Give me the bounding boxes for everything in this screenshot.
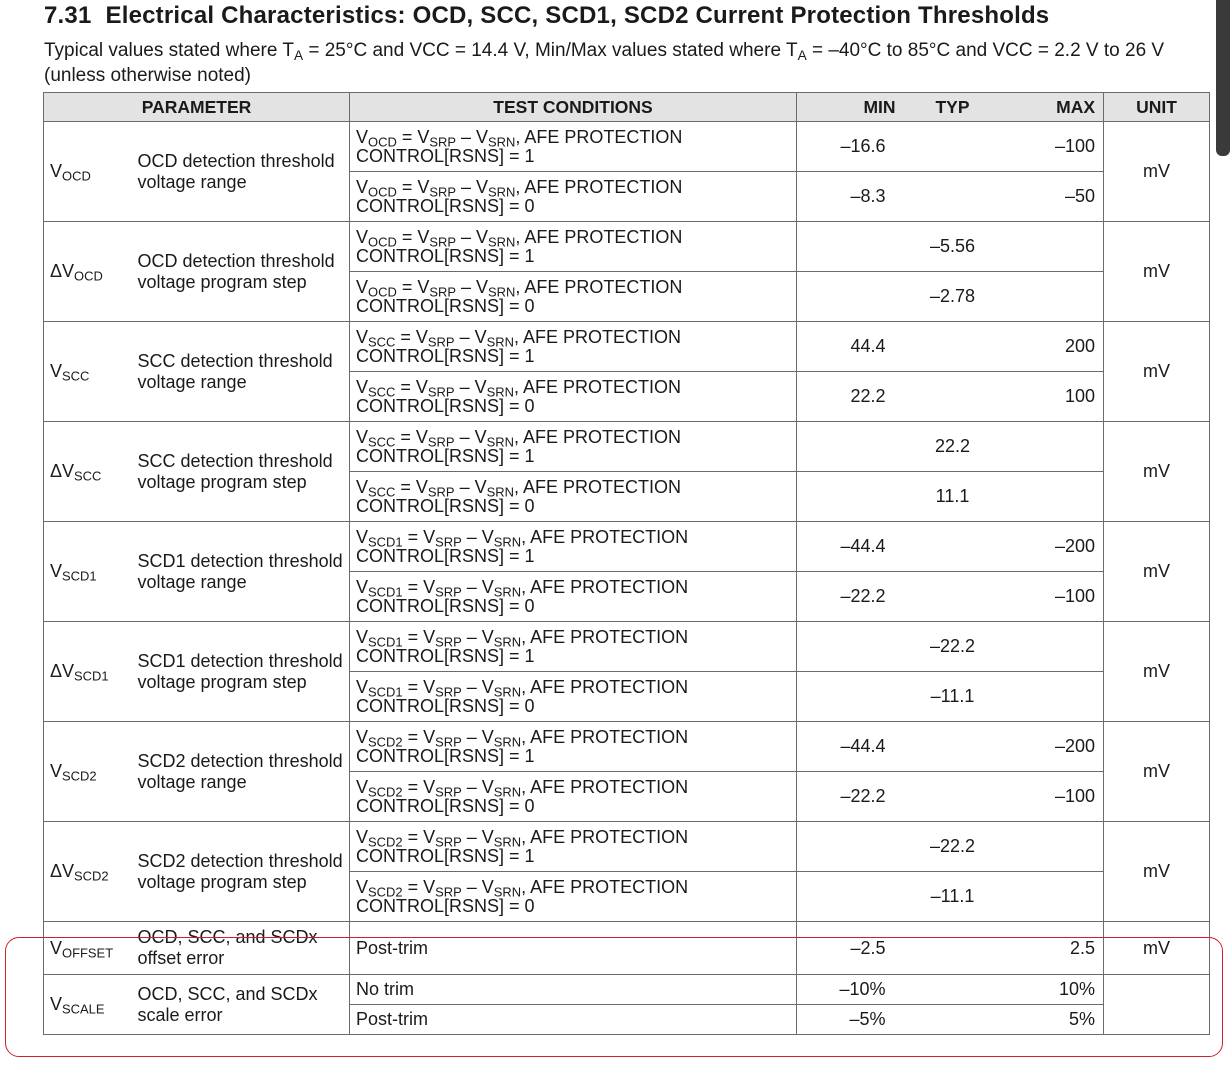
cond-eq: = V <box>396 176 430 197</box>
cond-comma: , <box>513 476 523 497</box>
min-value <box>797 472 906 522</box>
min-value <box>797 272 906 322</box>
max-value <box>1000 422 1104 472</box>
cond-v: V <box>356 426 369 447</box>
cond-srp: SRP <box>427 384 455 400</box>
cond-srp: SRP <box>435 634 462 650</box>
symbol-text: ΔV <box>50 261 75 281</box>
header-test-conditions: TEST CONDITIONS <box>350 93 797 122</box>
param-symbol <box>44 322 138 422</box>
cond-text: AFE PROTECTION CONTROL[RSNS] = 1 <box>356 526 689 566</box>
test-condition <box>350 672 797 722</box>
cond-eq: = V <box>395 476 428 497</box>
cond-srn: SRN <box>486 434 514 450</box>
cond-text: AFE PROTECTION CONTROL[RSNS] = 1 <box>356 426 681 466</box>
min-value: –22.2 <box>797 572 906 622</box>
typ-value <box>906 122 1000 172</box>
test-condition <box>350 322 797 372</box>
table-row <box>44 975 1210 1005</box>
symbol-text: ΔV <box>50 461 75 481</box>
max-value <box>1000 872 1104 922</box>
cond-text: AFE PROTECTION CONTROL[RSNS] = 0 <box>356 376 681 416</box>
cond-eq: = V <box>402 676 436 697</box>
cond-text: AFE PROTECTION CONTROL[RSNS] = 0 <box>356 776 689 816</box>
cond-v-sub: SCD1 <box>368 584 403 600</box>
typ-value <box>906 1005 1000 1035</box>
header-min: MIN <box>797 93 906 122</box>
cond-minus: – V <box>454 376 487 397</box>
table-row <box>44 922 1210 975</box>
test-condition: No trim <box>350 975 797 1005</box>
symbol-sub: SCD1 <box>62 568 97 584</box>
min-value: 22.2 <box>797 372 906 422</box>
cond-text: AFE PROTECTION CONTROL[RSNS] = 1 <box>356 726 689 766</box>
param-name: OCD detection threshold voltage program step <box>138 222 350 322</box>
cond-comma: , <box>521 676 531 697</box>
typ-value: –11.1 <box>906 872 1000 922</box>
min-value <box>797 872 906 922</box>
symbol-sub: SCD1 <box>74 668 109 684</box>
cond-eq: = V <box>402 826 436 847</box>
param-symbol <box>44 822 138 922</box>
conditions-text: = –40°C to 85°C and VCC = 2.2 V to 26 V (unless otherwise noted) <box>44 40 1165 86</box>
cond-srp: SRP <box>435 684 462 700</box>
cond-v-sub: OCD <box>368 134 397 150</box>
max-value: –100 <box>1000 122 1104 172</box>
min-value: –22.2 <box>797 772 906 822</box>
unit-value: mV <box>1104 322 1210 422</box>
cond-srp: SRP <box>427 434 455 450</box>
min-value <box>797 222 906 272</box>
cond-minus: – V <box>461 826 494 847</box>
header-max: MAX <box>1000 93 1104 122</box>
param-symbol <box>44 722 138 822</box>
symbol-text: V <box>50 994 63 1014</box>
cond-text: AFE PROTECTION CONTROL[RSNS] = 0 <box>356 476 681 516</box>
cond-srp: SRP <box>435 884 462 900</box>
param-name: SCD1 detection threshold voltage range <box>138 522 350 622</box>
param-symbol <box>44 422 138 522</box>
param-name: OCD detection threshold voltage range <box>138 122 350 222</box>
param-name: SCD2 detection threshold voltage range <box>138 722 350 822</box>
symbol-text: ΔV <box>50 661 75 681</box>
typ-value: –22.2 <box>906 822 1000 872</box>
cond-srp: SRP <box>429 284 456 300</box>
test-condition <box>350 722 797 772</box>
test-condition <box>350 172 797 222</box>
cond-srn: SRN <box>493 734 522 750</box>
max-value: 10% <box>1000 975 1104 1005</box>
symbol-text: V <box>50 937 63 958</box>
cond-v-sub: SCD2 <box>368 734 403 750</box>
cond-comma: , <box>515 176 525 197</box>
cond-text: AFE PROTECTION CONTROL[RSNS] = 1 <box>356 326 681 366</box>
cond-v: V <box>356 176 369 197</box>
table-row <box>44 522 1210 572</box>
cond-srn: SRN <box>493 584 522 600</box>
cond-srp: SRP <box>429 184 456 200</box>
min-value <box>797 822 906 872</box>
cond-comma: , <box>515 226 525 247</box>
symbol-sub: SCALE <box>62 1001 105 1017</box>
symbol-sub: SCD2 <box>62 768 97 784</box>
cond-comma: , <box>521 576 531 597</box>
cond-text: AFE PROTECTION CONTROL[RSNS] = 1 <box>356 226 683 266</box>
typ-value <box>906 172 1000 222</box>
cond-v-sub: SCD1 <box>368 534 403 550</box>
cond-minus: – V <box>461 726 494 747</box>
unit-value: mV <box>1104 422 1210 522</box>
max-value: 200 <box>1000 322 1104 372</box>
cond-v-sub: SCD2 <box>368 834 403 850</box>
cond-minus: – V <box>456 126 489 147</box>
cond-v: V <box>356 376 369 397</box>
param-symbol <box>44 975 138 1035</box>
cond-eq: = V <box>396 126 430 147</box>
max-value: –200 <box>1000 722 1104 772</box>
cond-minus: – V <box>461 626 494 647</box>
section-title-text: Electrical Characteristics: OCD, SCC, SCD1, SCD2 Current Protection Thresholds <box>105 2 1050 29</box>
cond-comma: , <box>521 626 531 647</box>
symbol-sub: SCC <box>62 368 90 384</box>
cond-v-sub: OCD <box>368 284 397 300</box>
cond-text: AFE PROTECTION CONTROL[RSNS] = 0 <box>356 576 689 616</box>
test-condition <box>350 872 797 922</box>
conditions-text: Typical values stated where T <box>44 40 294 61</box>
typ-value: 11.1 <box>906 472 1000 522</box>
symbol-text: V <box>50 361 63 381</box>
max-value: 100 <box>1000 372 1104 422</box>
unit-value: mV <box>1104 522 1210 622</box>
param-name: SCC detection threshold voltage range <box>138 322 350 422</box>
cond-v-sub: SCC <box>368 334 396 350</box>
cond-comma: , <box>521 826 531 847</box>
cond-v: V <box>356 876 369 897</box>
section-number: 7.31 <box>44 2 92 29</box>
cond-eq: = V <box>402 526 436 547</box>
cond-comma: , <box>521 776 531 797</box>
param-name: SCC detection threshold voltage program step <box>138 422 350 522</box>
cond-eq: = V <box>395 426 428 447</box>
param-name: OCD, SCC, and SCDx scale error <box>138 975 350 1035</box>
min-value: –5% <box>797 1005 906 1035</box>
unit-value <box>1104 975 1210 1035</box>
cond-srp: SRP <box>427 334 455 350</box>
unit-value: mV <box>1104 222 1210 322</box>
table-row <box>44 322 1210 372</box>
test-condition: Post-trim <box>350 1005 797 1035</box>
cond-v-sub: SCC <box>368 434 396 450</box>
cond-minus: – V <box>456 276 489 297</box>
unit-value: mV <box>1104 722 1210 822</box>
max-value <box>1000 272 1104 322</box>
conditions-sub: A <box>293 47 304 63</box>
cond-v-sub: OCD <box>368 184 397 200</box>
test-condition <box>350 572 797 622</box>
table-row <box>44 822 1210 872</box>
typ-value <box>906 322 1000 372</box>
cond-v-sub: SCD2 <box>368 784 403 800</box>
cond-text: AFE PROTECTION CONTROL[RSNS] = 0 <box>356 176 683 216</box>
cond-srn: SRN <box>486 484 514 500</box>
cond-srn: SRN <box>493 784 522 800</box>
typ-value <box>906 772 1000 822</box>
typ-value <box>906 975 1000 1005</box>
cond-eq: = V <box>395 376 428 397</box>
cond-srn: SRN <box>488 234 516 250</box>
test-condition <box>350 822 797 872</box>
symbol-sub: OCD <box>74 268 103 284</box>
unit-value: mV <box>1104 122 1210 222</box>
table-header-row <box>44 93 1210 122</box>
cond-srn: SRN <box>488 134 516 150</box>
param-symbol <box>44 122 138 222</box>
cond-v-sub: SCD1 <box>368 634 403 650</box>
cond-srp: SRP <box>435 784 462 800</box>
conditions-sub: A <box>797 47 807 63</box>
symbol-sub: SCD2 <box>74 868 109 884</box>
cond-srn: SRN <box>488 184 516 200</box>
table-row <box>44 722 1210 772</box>
conditions-text: = 25°C and VCC = 14.4 V, Min/Max values stated where T <box>303 40 798 61</box>
max-value <box>1000 672 1104 722</box>
section-title <box>44 2 1049 30</box>
cond-eq: = V <box>396 276 430 297</box>
max-value: –50 <box>1000 172 1104 222</box>
cond-comma: , <box>515 276 525 297</box>
cond-comma: , <box>513 426 523 447</box>
min-value: –10% <box>797 975 906 1005</box>
test-condition <box>350 622 797 672</box>
min-value: –44.4 <box>797 522 906 572</box>
cond-v: V <box>356 776 369 797</box>
cond-srp: SRP <box>435 584 462 600</box>
cond-v-sub: SCD1 <box>368 684 403 700</box>
cond-srp: SRP <box>435 734 462 750</box>
min-value: –2.5 <box>797 922 906 975</box>
cond-v: V <box>356 126 369 147</box>
scrollbar[interactable] <box>1216 0 1230 156</box>
test-condition <box>350 772 797 822</box>
cond-minus: – V <box>461 776 494 797</box>
symbol-text: ΔV <box>50 861 75 881</box>
param-symbol <box>44 222 138 322</box>
cond-srn: SRN <box>493 884 522 900</box>
cond-v: V <box>356 576 369 597</box>
cond-minus: – V <box>461 526 494 547</box>
header-parameter: PARAMETER <box>44 93 350 122</box>
cond-text: AFE PROTECTION CONTROL[RSNS] = 1 <box>356 826 689 866</box>
param-name: OCD, SCC, and SCDx offset error <box>138 922 350 975</box>
header-unit: UNIT <box>1104 93 1210 122</box>
characteristics-table <box>43 92 1210 1035</box>
cond-srn: SRN <box>493 634 522 650</box>
cond-text: AFE PROTECTION CONTROL[RSNS] = 1 <box>356 626 689 666</box>
symbol-sub: OFFSET <box>62 945 114 961</box>
param-symbol <box>44 622 138 722</box>
cond-srp: SRP <box>435 834 462 850</box>
cond-comma: , <box>513 326 523 347</box>
test-condition <box>350 272 797 322</box>
symbol-sub: SCC <box>74 468 102 484</box>
cond-srn: SRN <box>488 284 516 300</box>
test-condition <box>350 122 797 172</box>
cond-minus: – V <box>454 326 487 347</box>
test-condition <box>350 222 797 272</box>
test-condition <box>350 522 797 572</box>
max-value: –200 <box>1000 522 1104 572</box>
cond-v: V <box>356 276 369 297</box>
min-value <box>797 422 906 472</box>
cond-srp: SRP <box>427 484 455 500</box>
header-typ: TYP <box>906 93 1000 122</box>
symbol-text: V <box>50 161 63 181</box>
cond-eq: = V <box>402 776 436 797</box>
symbol-text: V <box>50 561 63 581</box>
cond-v: V <box>356 726 369 747</box>
cond-comma: , <box>521 726 531 747</box>
max-value: 5% <box>1000 1005 1104 1035</box>
cond-srn: SRN <box>493 534 522 550</box>
max-value: –100 <box>1000 572 1104 622</box>
test-condition <box>350 372 797 422</box>
cond-comma: , <box>521 876 531 897</box>
typ-value <box>906 722 1000 772</box>
typ-value: –22.2 <box>906 622 1000 672</box>
cond-v: V <box>356 526 369 547</box>
cond-v-sub: SCC <box>368 384 396 400</box>
typ-value <box>906 372 1000 422</box>
test-condition <box>350 472 797 522</box>
cond-comma: , <box>521 526 531 547</box>
min-value: –44.4 <box>797 722 906 772</box>
cond-eq: = V <box>396 226 430 247</box>
unit-value: mV <box>1104 922 1210 975</box>
min-value: –16.6 <box>797 122 906 172</box>
typ-value <box>906 572 1000 622</box>
cond-v: V <box>356 676 369 697</box>
cond-v-sub: SCC <box>368 484 396 500</box>
typ-value <box>906 922 1000 975</box>
cond-v: V <box>356 826 369 847</box>
typ-value: 22.2 <box>906 422 1000 472</box>
cond-srn: SRN <box>493 684 522 700</box>
cond-v: V <box>356 226 369 247</box>
cond-eq: = V <box>402 576 436 597</box>
cond-v: V <box>356 326 369 347</box>
typ-value: –2.78 <box>906 272 1000 322</box>
max-value <box>1000 622 1104 672</box>
cond-v-sub: SCD2 <box>368 884 403 900</box>
cond-comma: , <box>515 126 525 147</box>
cond-text: AFE PROTECTION CONTROL[RSNS] = 0 <box>356 876 689 916</box>
typ-value <box>906 522 1000 572</box>
param-symbol <box>44 522 138 622</box>
max-value <box>1000 472 1104 522</box>
symbol-sub: OCD <box>62 168 91 184</box>
cond-minus: – V <box>461 676 494 697</box>
typ-value: –5.56 <box>906 222 1000 272</box>
typ-value: –11.1 <box>906 672 1000 722</box>
cond-minus: – V <box>461 876 494 897</box>
cond-srp: SRP <box>429 134 456 150</box>
cond-srn: SRN <box>493 834 522 850</box>
cond-minus: – V <box>454 476 487 497</box>
test-condition <box>350 422 797 472</box>
cond-text: AFE PROTECTION CONTROL[RSNS] = 0 <box>356 676 689 716</box>
param-name: SCD1 detection threshold voltage program step <box>138 622 350 722</box>
max-value <box>1000 822 1104 872</box>
cond-eq: = V <box>402 726 436 747</box>
min-value <box>797 672 906 722</box>
table-row <box>44 622 1210 672</box>
cond-eq: = V <box>402 876 436 897</box>
cond-text: AFE PROTECTION CONTROL[RSNS] = 1 <box>356 126 683 166</box>
cond-comma: , <box>513 376 523 397</box>
param-symbol <box>44 922 138 975</box>
cond-minus: – V <box>456 226 489 247</box>
cond-minus: – V <box>456 176 489 197</box>
symbol-text: V <box>50 761 63 781</box>
cond-srn: SRN <box>486 384 514 400</box>
cond-v: V <box>356 476 369 497</box>
unit-value: mV <box>1104 622 1210 722</box>
cond-srp: SRP <box>435 534 462 550</box>
cond-v: V <box>356 626 369 647</box>
test-condition: Post-trim <box>350 922 797 975</box>
min-value: –8.3 <box>797 172 906 222</box>
cond-text: AFE PROTECTION CONTROL[RSNS] = 0 <box>356 276 683 316</box>
cond-srn: SRN <box>486 334 514 350</box>
table-row <box>44 122 1210 172</box>
table-row <box>44 222 1210 272</box>
param-name: SCD2 detection threshold voltage program step <box>138 822 350 922</box>
max-value: 2.5 <box>1000 922 1104 975</box>
cond-eq: = V <box>395 326 428 347</box>
min-value <box>797 622 906 672</box>
max-value <box>1000 222 1104 272</box>
min-value: 44.4 <box>797 322 906 372</box>
cond-minus: – V <box>461 576 494 597</box>
unit-value: mV <box>1104 822 1210 922</box>
cond-eq: = V <box>402 626 436 647</box>
cond-v-sub: OCD <box>368 234 397 250</box>
table-row <box>44 422 1210 472</box>
cond-minus: – V <box>454 426 487 447</box>
max-value: –100 <box>1000 772 1104 822</box>
conditions-note <box>44 38 1194 88</box>
cond-srp: SRP <box>429 234 456 250</box>
